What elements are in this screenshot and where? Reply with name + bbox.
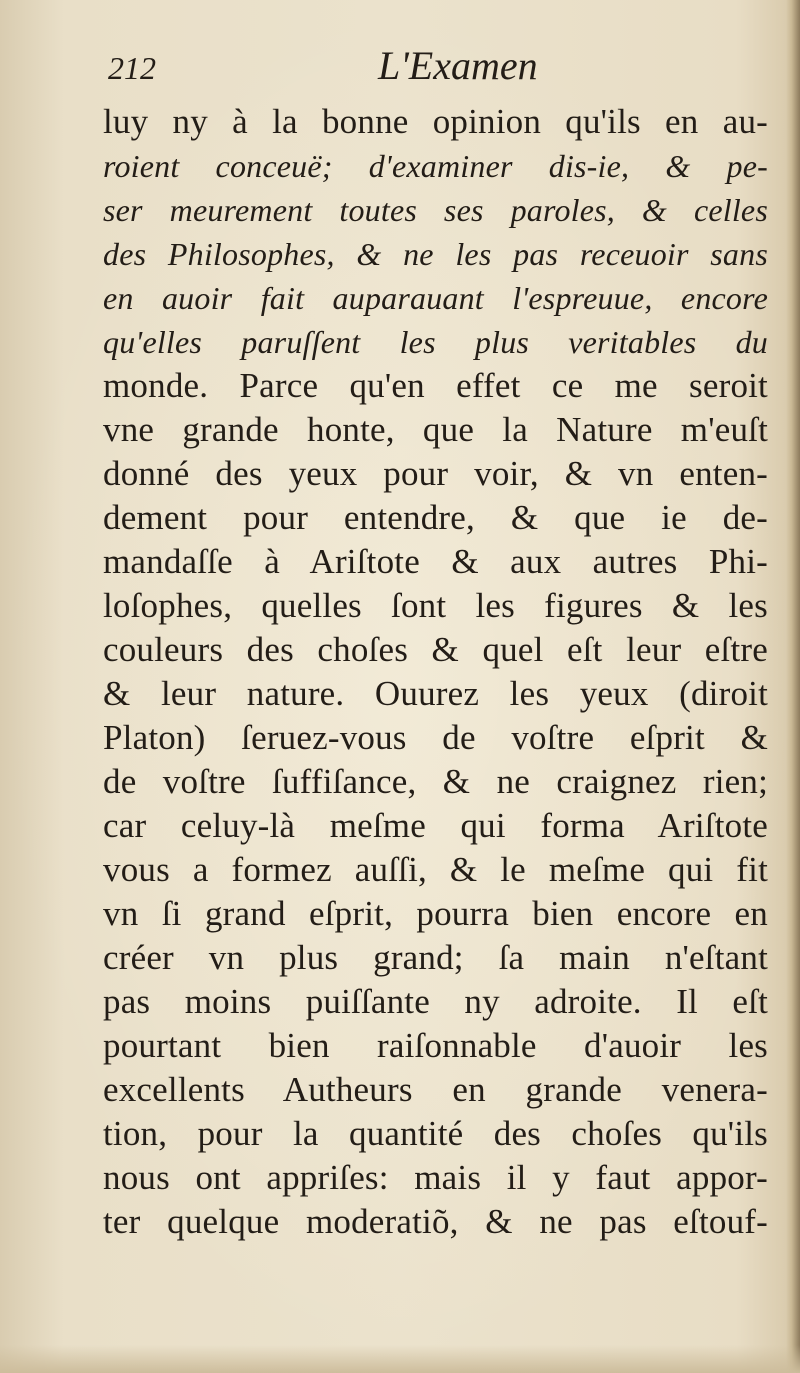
text-line: tion, pour la quantité des choſes qu'ils bbox=[103, 1114, 768, 1153]
running-title: L'Examen bbox=[378, 43, 538, 88]
running-head bbox=[108, 42, 748, 98]
text-line: pourtant bien raiſonnable d'auoir les bbox=[103, 1026, 768, 1065]
text-line: pas moins puiſſante ny adroite. Il eſt bbox=[103, 982, 768, 1021]
text-line: dement pour entendre, & que ie de- bbox=[103, 498, 768, 537]
text-line: luy ny à la bonne opinion qu'ils en au- bbox=[103, 102, 768, 141]
text-line: en auoir fait auparauant l'espreuue, encore bbox=[103, 280, 768, 316]
text-line: Platon) ſeruez-vous de voſtre eſprit & bbox=[103, 718, 768, 757]
body-text bbox=[103, 100, 768, 1244]
text-line: donné des yeux pour voir, & vn enten- bbox=[103, 454, 768, 493]
text-line: vous a formez auſſi, & le meſme qui fit bbox=[103, 850, 768, 889]
text-line: de voſtre ſuffiſance, & ne craignez rien; bbox=[103, 762, 768, 801]
text-line: excellents Autheurs en grande venera- bbox=[103, 1070, 768, 1109]
text-line: vn ſi grand eſprit, pourra bien encore en bbox=[103, 894, 768, 933]
text-line: vne grande honte, que la Nature m'euſt bbox=[103, 410, 768, 449]
page-number: 212 bbox=[108, 50, 156, 86]
text-line: créer vn plus grand; ſa main n'eſtant bbox=[103, 938, 768, 977]
text-line: car celuy-là meſme qui forma Ariſtote bbox=[103, 806, 768, 845]
text-line: & leur nature. Ouurez les yeux (diroit bbox=[103, 674, 768, 713]
text-line: ser meurement toutes ses paroles, & celles bbox=[103, 192, 768, 228]
page-bottom-shadow bbox=[0, 1345, 800, 1373]
text-line: qu'elles paruſſent les plus veritables du bbox=[103, 324, 768, 360]
text-line: ter quelque moderatiõ, & ne pas eſtouf- bbox=[103, 1202, 768, 1241]
text-line: couleurs des choſes & quel eſt leur eſtre bbox=[103, 630, 768, 669]
text-line: mandaſſe à Ariſtote & aux autres Phi- bbox=[103, 542, 768, 581]
text-line: monde. Parce qu'en effet ce me seroit bbox=[103, 366, 768, 405]
text-line: roient conceuë; d'examiner dis-ie, & pe- bbox=[103, 148, 768, 184]
text-line: des Philosophes, & ne les pas receuoir sans bbox=[103, 236, 768, 272]
page-edge-shadow bbox=[786, 0, 800, 1373]
text-line: nous ont appriſes: mais il y faut appor- bbox=[103, 1158, 768, 1197]
text-line: loſophes, quelles ſont les figures & les bbox=[103, 586, 768, 625]
